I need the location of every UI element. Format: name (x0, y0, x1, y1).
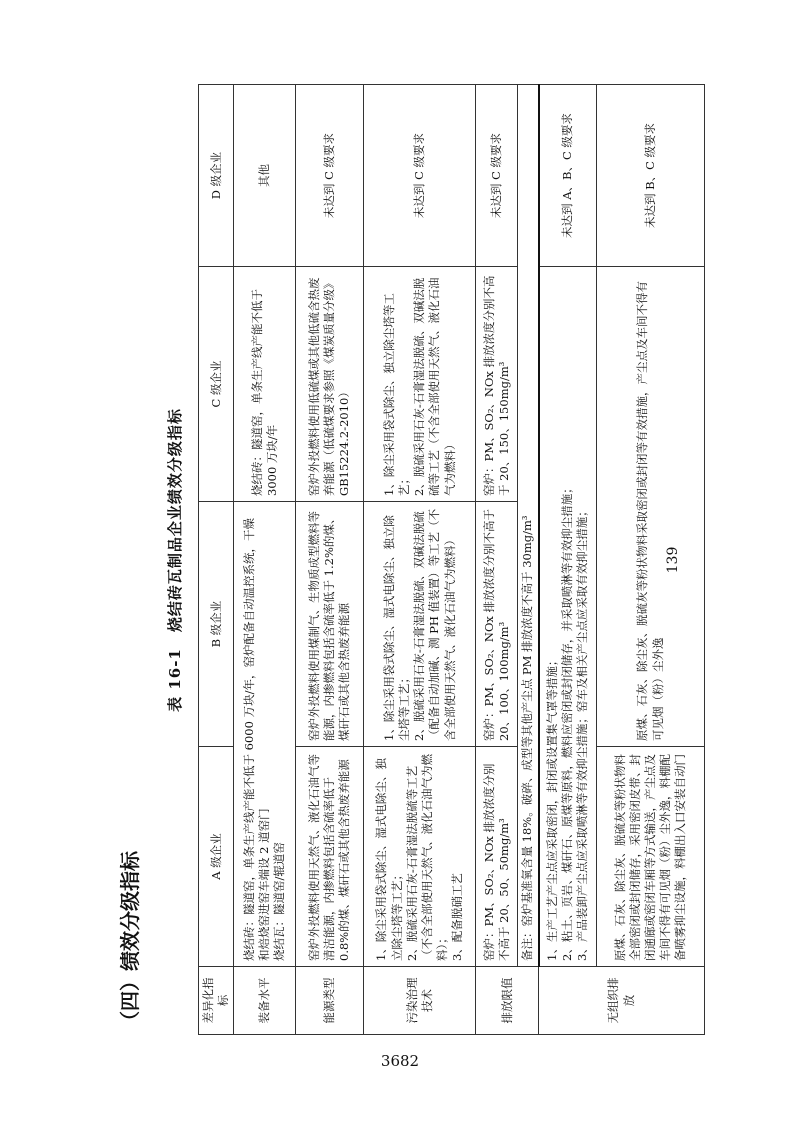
page-number: 139 (665, 546, 681, 574)
row-label-emission: 排放限值 (476, 967, 539, 1035)
cell-fugitive-common: 1、生产工艺产尘点应采取密闭，封闭或设置集气罩等措施； 2、粘土、页岩、煤矸石、原煤等原料，燃料应密闭或封闭储存，并采取喷淋等有效抑尘措施； 3、产品装卸产尘点应采取喷淋等有效抑尘措施；窑车及相关产尘点应采取有效抑尘措施； (539, 267, 597, 967)
cell-emission-note: 备注：窑炉基准氧含量 18%。破碎、成型等其他产尘点 PM 排放浓度不高于 30mg/m³ (518, 85, 539, 967)
cell-energy-d: 未达到 C 级要求 (296, 85, 364, 267)
cell-equipment-d: 其他 (234, 85, 296, 267)
header-indicator: 差异化指标 (199, 967, 234, 1035)
table-row-fugitive-detail (597, 85, 705, 1035)
cell-pollution-b: 1、除尘采用袋式除尘、湿式电除尘、独立除尘塔等工艺； 2、脱硫采用石灰-石膏湿法脱硫、双碱法脱硫（配备自动加碱、测 PH 值装置）等工艺（不含全部使用天然气、液化石油气为燃料） (364, 502, 476, 747)
table-row-energy (296, 85, 364, 1035)
header-b-level: B 级企业 (199, 502, 234, 747)
cell-emission-a: 窑炉：PM、SO₂、NOx 排放浓度分别不高于 20、50、50mg/m³ (476, 747, 518, 967)
cell-energy-b: 窑炉外投燃料使用煤制气、生物质成型燃料等能源，内掺燃料包括含硫率低于 1.2%的煤、煤矸石或其他含热废弃能源 (296, 502, 364, 747)
table-row-emission (476, 85, 518, 1035)
cell-pollution-c: 1、除尘采用袋式除尘、独立除尘塔等工艺； 2、脱硫采用石灰-石膏湿法脱硫、双碱法脱硫等工艺（不含全部使用天然气、液化石油气为燃料） (364, 267, 476, 502)
row-label-energy: 能源类型 (296, 967, 364, 1035)
header-a-level: A 级企业 (199, 747, 234, 967)
header-c-level: C 级企业 (199, 267, 234, 502)
table-row-fugitive-common (539, 85, 597, 1035)
cell-pollution-a: 1、除尘采用袋式除尘、湿式电除尘、独立除尘塔等工艺； 2、脱硫采用石灰-石膏湿法脱硫等工艺（不含全部使用天然气、液化石油气为燃料）； 3、配备脱硝工艺 (364, 747, 476, 967)
cell-fugitive-a: 原煤、石灰、除尘灰、脱硫灰等粉状物料全部密闭或封闭储存，采用密闭皮带、封闭通廊或密闭车厢等方式输送，产尘点及车间不得有可见烟（粉）尘外逸，料棚配备喷雾抑尘设施，料棚出入口安装自动门 (597, 747, 705, 967)
table-row-pollution (364, 85, 476, 1035)
cell-equipment-c: 烧结砖：隧道窑，单条生产线产能不低于 3000 万块/年 (234, 267, 296, 502)
grading-table (198, 84, 705, 1035)
row-label-pollution: 污染治理技术 (364, 967, 476, 1035)
table-row-equipment (234, 85, 296, 1035)
cell-fugitive-bc: 原煤、石灰、除尘灰、脱硫灰等粉状物料采取密闭或封闭等有效措施，产尘点及车间不得有可见烟（粉）尘外逸 (597, 267, 705, 747)
cell-emission-b: 窑炉：PM、SO₂、NOx 排放浓度分别不高于 20、100、100mg/m³ (476, 502, 518, 747)
cell-fugitive-d: 未达到 B、C 级要求 (597, 85, 705, 267)
rotated-page-content (100, 85, 688, 1035)
table-title: 表 16-1 烧结砖瓦制品企业绩效分级指标 (166, 408, 184, 712)
row-label-equipment: 装备水平 (234, 967, 296, 1035)
table-header-row (199, 85, 234, 1035)
section-title: （四）绩效分级指标 (118, 851, 142, 1031)
cell-fugitive-common-d: 未达到 A、B、C 级要求 (539, 85, 597, 267)
cell-equipment-ab: 烧结砖：隧道窑，单条生产线产能不低于 6000 万块/年，窑炉配备自动温控系统，干燥和焙烧窑进窑车端设 2 道窑门 烧结瓦：隧道窑/辊道窑 (234, 502, 296, 967)
header-d-level: D 级企业 (199, 85, 234, 267)
cell-energy-a: 窑炉外投燃料使用天然气、液化石油气等清洁能源，内掺燃料包括含硫率低于 0.8%的煤、煤矸石或其他含热废弃能源 (296, 747, 364, 967)
cell-pollution-d: 未达到 C 级要求 (364, 85, 476, 267)
cell-emission-d: 未达到 C 级要求 (476, 85, 518, 267)
side-page-number: 3682 (380, 1052, 420, 1070)
cell-emission-c: 窑炉：PM、SO₂、NOx 排放浓度分别不高于 20、150、150mg/m³ (476, 267, 518, 502)
row-label-fugitive: 无组织排放 (539, 967, 705, 1035)
cell-energy-c: 窑炉外投燃料使用低硫煤或其他低硫含热废弃能源（低硫煤要求参照《煤炭质量分级》GB15224.2-2010） (296, 267, 364, 502)
table-row-emission-note (518, 85, 539, 1035)
